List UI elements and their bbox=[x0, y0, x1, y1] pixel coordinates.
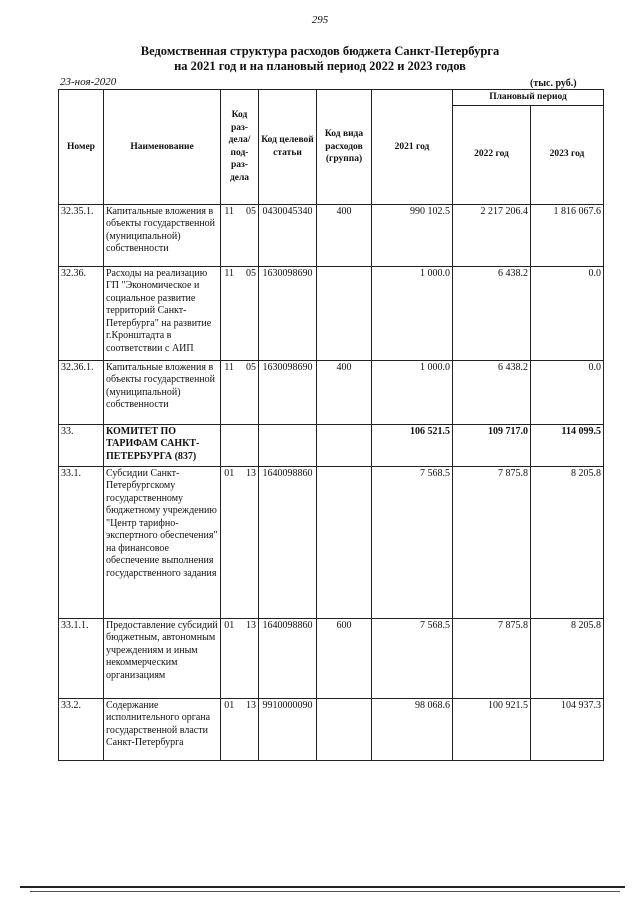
header-2023: 2023 год bbox=[531, 105, 604, 204]
row-amount-2023: 1 816 067.6 bbox=[531, 204, 604, 266]
row-number: 33.1. bbox=[59, 466, 104, 618]
row-amount-2021: 7 568.5 bbox=[372, 466, 453, 618]
row-amount-2023: 8 205.8 bbox=[531, 466, 604, 618]
row-amount-2021: 1 000.0 bbox=[372, 360, 453, 424]
row-amount-2022: 2 217 206.4 bbox=[453, 204, 531, 266]
row-number: 32.36. bbox=[59, 266, 104, 360]
row-amount-2021: 106 521.5 bbox=[372, 424, 453, 466]
row-vr: 400 bbox=[317, 360, 372, 424]
row-amount-2023: 0.0 bbox=[531, 360, 604, 424]
header-plan-period: Плановый период bbox=[453, 90, 604, 106]
row-amount-2021: 990 102.5 bbox=[372, 204, 453, 266]
table-row bbox=[59, 360, 604, 424]
row-razdel: 01 bbox=[221, 618, 238, 698]
table-row bbox=[59, 204, 604, 266]
row-amount-2022: 7 875.8 bbox=[453, 466, 531, 618]
header-razdel: Код раз- дела/ под- раз- дела bbox=[221, 90, 259, 205]
row-csr: 1630098690 bbox=[259, 360, 317, 424]
row-podrazdel: 05 bbox=[238, 266, 259, 360]
row-podrazdel: 13 bbox=[238, 618, 259, 698]
row-number: 32.36.1. bbox=[59, 360, 104, 424]
row-name: Капитальные вложения в объекты государственной (муниципальной) собственности bbox=[104, 360, 221, 424]
budget-table bbox=[58, 89, 604, 761]
table-row bbox=[59, 698, 604, 760]
row-number: 33.1.1. bbox=[59, 618, 104, 698]
row-vr bbox=[317, 424, 372, 466]
header-number: Номер bbox=[59, 90, 104, 205]
title-line-2: на 2021 год и на плановый период 2022 и 2023 годов bbox=[174, 59, 466, 73]
row-name: Содержание исполнительного органа государственной власти Санкт-Петербурга bbox=[104, 698, 221, 760]
row-number: 33. bbox=[59, 424, 104, 466]
page-number: 295 bbox=[311, 14, 329, 26]
row-csr: 1640098860 bbox=[259, 618, 317, 698]
row-vr bbox=[317, 466, 372, 618]
header-2021: 2021 год bbox=[372, 90, 453, 205]
row-amount-2023: 8 205.8 bbox=[531, 618, 604, 698]
row-number: 32.35.1. bbox=[59, 204, 104, 266]
row-amount-2022: 100 921.5 bbox=[453, 698, 531, 760]
header-2022: 2022 год bbox=[453, 105, 531, 204]
table-row bbox=[59, 618, 604, 698]
row-razdel: 11 bbox=[221, 360, 238, 424]
row-amount-2021: 7 568.5 bbox=[372, 618, 453, 698]
header-name: Наименование bbox=[104, 90, 221, 205]
table-body bbox=[59, 204, 604, 760]
table-row bbox=[59, 466, 604, 618]
row-vr bbox=[317, 698, 372, 760]
row-amount-2022: 6 438.2 bbox=[453, 360, 531, 424]
row-csr: 9910000090 bbox=[259, 698, 317, 760]
row-name: Предоставление субсидий бюджетным, автономным учреждениям и иным некоммерческим организациям bbox=[104, 618, 221, 698]
row-name: Капитальные вложения в объекты государственной (муниципальной) собственности bbox=[104, 204, 221, 266]
row-amount-2023: 0.0 bbox=[531, 266, 604, 360]
row-vr: 400 bbox=[317, 204, 372, 266]
row-amount-2023: 104 937.3 bbox=[531, 698, 604, 760]
row-name: КОМИТЕТ ПО ТАРИФАМ САНКТ-ПЕТЕРБУРГА (837) bbox=[104, 424, 221, 466]
row-vr bbox=[317, 266, 372, 360]
row-number: 33.2. bbox=[59, 698, 104, 760]
row-amount-2021: 98 068.6 bbox=[372, 698, 453, 760]
document-title bbox=[0, 44, 640, 74]
row-podrazdel: 05 bbox=[238, 204, 259, 266]
row-csr: 1640098860 bbox=[259, 466, 317, 618]
table-header-row bbox=[59, 90, 604, 106]
row-name: Субсидии Санкт-Петербургскому государственному бюджетному учреждению "Центр тарифно-экспертного обеспечения" на финансовое обеспечение выполнения государственного задания bbox=[104, 466, 221, 618]
row-podrazdel bbox=[238, 424, 259, 466]
title-line-1: Ведомственная структура расходов бюджета Санкт-Петербурга bbox=[140, 44, 500, 58]
row-amount-2021: 1 000.0 bbox=[372, 266, 453, 360]
document-date: 23-ноя-2020 bbox=[60, 76, 117, 88]
row-csr: 0430045340 bbox=[259, 204, 317, 266]
row-amount-2022: 6 438.2 bbox=[453, 266, 531, 360]
row-razdel: 01 bbox=[221, 698, 238, 760]
row-name: Расходы на реализацию ГП "Экономическое и социальное развитие территорий Санкт-Петербурга" на развитие г.Кронштадта в соответствии с АИП bbox=[104, 266, 221, 360]
table-row bbox=[59, 266, 604, 360]
header-csr: Код целевой статьи bbox=[259, 90, 317, 205]
row-csr bbox=[259, 424, 317, 466]
row-amount-2022: 109 717.0 bbox=[453, 424, 531, 466]
row-csr: 1630098690 bbox=[259, 266, 317, 360]
row-podrazdel: 13 bbox=[238, 466, 259, 618]
row-razdel: 11 bbox=[221, 266, 238, 360]
footer-rule-thin bbox=[30, 891, 620, 892]
row-amount-2022: 7 875.8 bbox=[453, 618, 531, 698]
row-razdel: 11 bbox=[221, 204, 238, 266]
row-podrazdel: 05 bbox=[238, 360, 259, 424]
row-amount-2023: 114 099.5 bbox=[531, 424, 604, 466]
row-podrazdel: 13 bbox=[238, 698, 259, 760]
row-razdel bbox=[221, 424, 238, 466]
footer-rule bbox=[20, 886, 625, 888]
units-label: (тыс. руб.) bbox=[530, 78, 577, 89]
table-row bbox=[59, 424, 604, 466]
row-vr: 600 bbox=[317, 618, 372, 698]
row-razdel: 01 bbox=[221, 466, 238, 618]
header-vr: Код вида расходов (группа) bbox=[317, 90, 372, 205]
